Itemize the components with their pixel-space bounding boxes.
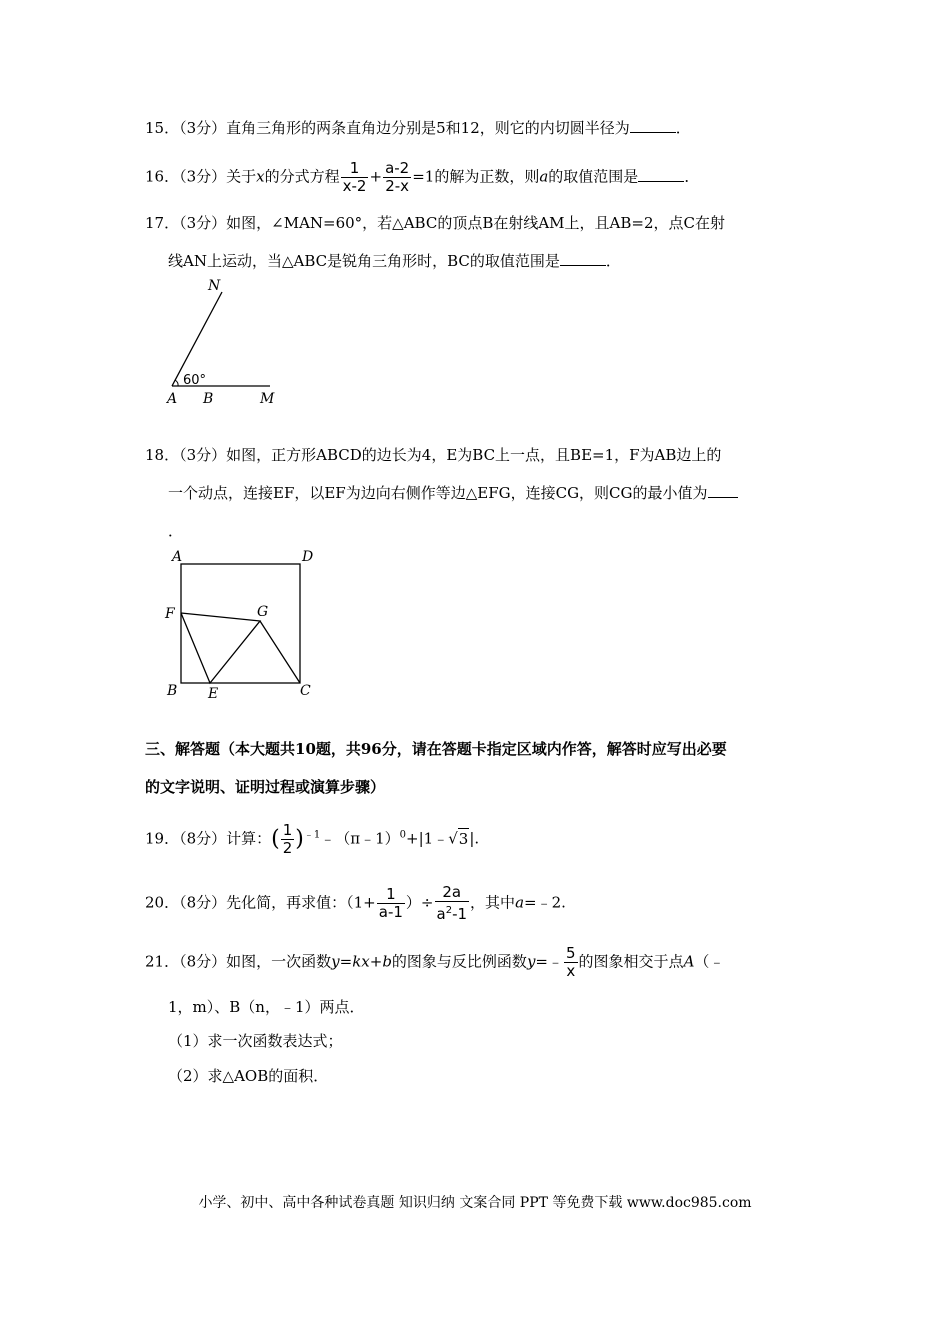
q18-line-3-text: ． (168, 522, 184, 540)
q19-numerator: 1 (282, 821, 293, 839)
label-b: B (203, 391, 214, 407)
q19-exponent-zero: 0 (399, 829, 407, 841)
label-d: D (302, 549, 314, 565)
q21-text-d: （﹣ (694, 952, 725, 971)
q17-score: （3分） (179, 214, 227, 232)
section-3-heading-line-2 (145, 777, 385, 797)
q20-f2-exponent: 2 (445, 905, 453, 916)
segment-cg (260, 621, 300, 683)
q16-f1-denominator: x-2 (342, 177, 367, 195)
question-21-line-2 (168, 997, 365, 1017)
q21-sub-1-text: （1）求一次函数表达式； (168, 1032, 343, 1050)
q20-var-a: a (515, 893, 525, 912)
q18-figure-square (160, 545, 330, 705)
q15-blank[interactable] (630, 118, 676, 133)
q17-figure-angle (160, 278, 290, 408)
q19-left-paren: ( (271, 826, 280, 852)
footer-text: 小学、初中、高中各种试卷真题 知识归纳 文案合同 PPT 等免费下载 www.doc985.com (198, 1195, 752, 1211)
q16-text-post2: 的取值范围是 (548, 167, 639, 186)
question-19 (145, 822, 479, 857)
q19-sqrt-symbol: √ (448, 829, 458, 848)
q17-number: 17． (145, 214, 180, 232)
q20-text: 先化简，再求值：（1+ (226, 893, 376, 912)
label-f: F (165, 606, 175, 622)
label-b: B (167, 683, 178, 699)
question-15 (145, 118, 691, 138)
q19-radicand: 3 (458, 829, 469, 848)
angle-arc (175, 380, 178, 386)
question-17-line-2 (168, 251, 621, 271)
q20-f2-rest: -1 (452, 905, 468, 923)
q20-fraction-2 (435, 884, 470, 923)
q21-denominator: x (564, 962, 578, 980)
q21-number: 21． (145, 952, 180, 971)
question-16 (145, 160, 699, 195)
q15-number: 15． (145, 119, 180, 137)
q20-divide: ）÷ (405, 893, 434, 912)
q21-line-2-text: 1，m）、B（n，﹣1）两点． (168, 998, 365, 1016)
q16-f2-numerator: a-2 (385, 159, 410, 177)
q17-end: ． (605, 252, 621, 270)
q17-blank[interactable] (560, 251, 606, 266)
q17-line-1-text: 如图，∠MAN=60°，若△ABC的顶点B在射线AM上，且AB=2，点C在射 (226, 214, 725, 232)
q16-number: 16． (145, 167, 180, 186)
q16-plus: + (369, 167, 383, 186)
q18-blank[interactable] (708, 483, 738, 498)
q16-end: ． (684, 167, 700, 186)
q18-number: 18． (145, 446, 180, 464)
q19-right-paren: ) (295, 826, 304, 852)
label-a: A (167, 391, 178, 407)
q16-text-post: =1的解为正数，则 (412, 167, 540, 186)
q20-value: =﹣2. (524, 893, 566, 912)
q16-f1-numerator: 1 (349, 159, 360, 177)
q15-score: （3分） (179, 119, 227, 137)
q19-score: （8分） (179, 829, 227, 848)
triangle-efg (181, 613, 260, 683)
question-21-line-1 (145, 945, 724, 980)
question-21-sub-2 (168, 1066, 328, 1086)
q16-var-a: a (539, 167, 549, 186)
q19-close: |. (469, 829, 480, 848)
q20-f2-base: a (436, 905, 446, 923)
q19-denominator: 2 (282, 839, 293, 857)
q21-text-c: 的图象相交于点 (578, 952, 684, 971)
q20-score: （8分） (179, 893, 227, 912)
q15-end: ． (675, 119, 691, 137)
question-20 (145, 884, 566, 923)
label-m: M (260, 391, 275, 407)
question-18-line-3 (168, 521, 183, 541)
q20-f1-denominator: a-1 (378, 903, 403, 921)
q18-line-1-text: 如图，正方形ABCD的边长为4，E为BC上一点，且BE=1，F为AB边上的 (226, 446, 722, 464)
q21-linear-equation: y=kx+b (331, 952, 392, 971)
q19-number: 19． (145, 829, 180, 848)
q16-text-mid: 的分式方程 (264, 167, 340, 186)
q16-f2-denominator: 2-x (383, 177, 411, 195)
q20-fraction-1 (377, 886, 405, 921)
q19-fraction (281, 822, 295, 857)
section-3-line-2-text: 的文字说明、证明过程或演算步骤） (145, 778, 386, 796)
question-18-line-2 (168, 483, 738, 503)
q16-fraction-1 (341, 160, 369, 195)
q21-score: （8分） (179, 952, 227, 971)
label-c: C (300, 683, 311, 699)
q19-exponent: ﹣1 (303, 829, 321, 841)
q21-text-a: 如图，一次函数 (226, 952, 332, 971)
q16-var-x: x (256, 167, 265, 186)
label-g: G (257, 604, 269, 620)
q21-eq2: =﹣ (535, 952, 563, 971)
q19-abs: +|1﹣ (406, 829, 449, 848)
question-21-sub-1 (168, 1031, 343, 1051)
q17-line-2-text: 线AN上运动，当△ABC是锐角三角形时，BC的取值范围是 (168, 252, 560, 270)
q20-text-post: ，其中 (470, 893, 516, 912)
section-3-line-1-text: 三、解答题（本大题共10题，共96分，请在答题卡指定区域内作答，解答时应写出必要 (145, 740, 727, 758)
question-18-line-1 (145, 445, 721, 465)
q19-text: 计算： (226, 829, 272, 848)
q16-fraction-2 (383, 160, 411, 195)
q21-fraction (564, 945, 578, 980)
ray-an (172, 292, 222, 386)
angle-label: 60° (183, 373, 207, 388)
q20-f1-numerator: 1 (386, 885, 396, 903)
square-abcd (181, 564, 300, 683)
q19-rest: ﹣（π﹣1） (320, 829, 400, 848)
q20-number: 20． (145, 893, 180, 912)
q15-text: 直角三角形的两条直角边分别是5和12，则它的内切圆半径为 (226, 119, 630, 137)
page-footer (0, 1192, 950, 1212)
q21-var-y: y (526, 952, 536, 971)
q21-point-a: A (683, 952, 695, 971)
q21-numerator: 5 (566, 944, 576, 962)
label-n: N (208, 278, 221, 294)
label-e: E (208, 686, 219, 702)
question-17-line-1 (145, 213, 725, 233)
q16-score: （3分） (179, 167, 227, 186)
q18-line-2-text: 一个动点，连接EF，以EF为边向右侧作等边△EFG，连接CG，则CG的最小值为 (168, 484, 708, 502)
q21-sub-2-text: （2）求△AOB的面积． (168, 1067, 329, 1085)
section-3-heading-line-1 (145, 739, 727, 759)
q16-blank[interactable] (638, 167, 684, 182)
q20-f2-numerator: 2a (442, 883, 462, 901)
q18-score: （3分） (179, 446, 227, 464)
label-a: A (172, 549, 183, 565)
q21-text-b: 的图象与反比例函数 (391, 952, 527, 971)
q16-text-pre: 关于 (226, 167, 257, 186)
q20-f2-denominator (435, 901, 470, 923)
